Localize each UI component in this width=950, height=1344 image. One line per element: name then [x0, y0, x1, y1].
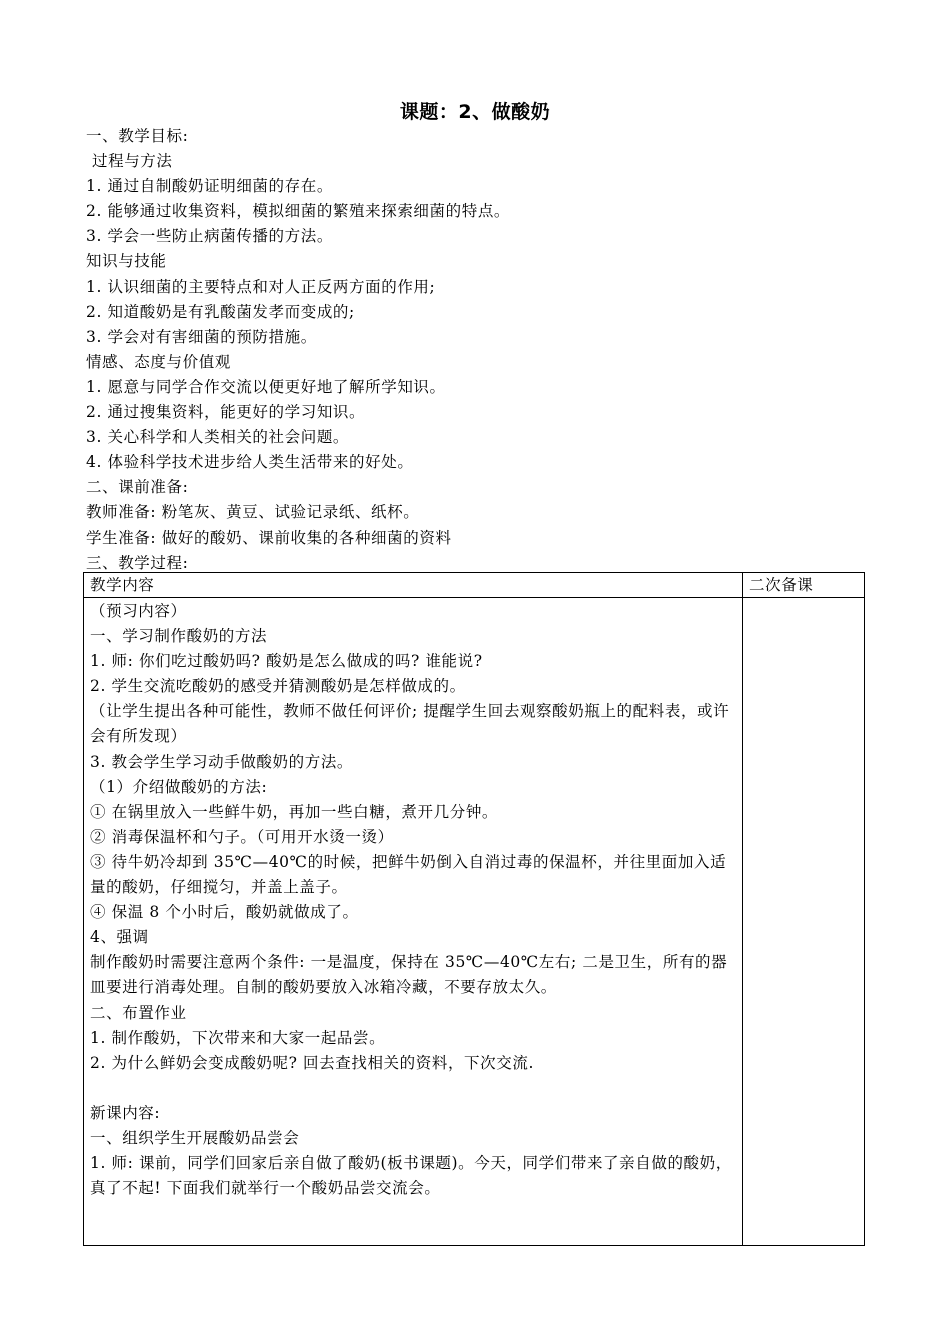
- intro-line: 3. 关心科学和人类相关的社会问题。: [86, 428, 350, 447]
- second-preparation-cell: [743, 598, 865, 1246]
- header-second-preparation: 二次备课: [743, 573, 865, 598]
- teaching-content-cell: [84, 598, 743, 1246]
- content-line: 2. 学生交流吃酸奶的感受并猜测酸奶是怎样做成的。: [90, 677, 466, 696]
- intro-line: 学生准备: 做好的酸奶、课前收集的各种细菌的资料: [86, 528, 452, 547]
- content-line: 一、学习制作酸奶的方法: [90, 627, 268, 646]
- content-line: ② 消毒保温杯和勺子。（可用开水烫一烫）: [90, 827, 394, 846]
- content-line: 1. 师: 你们吃过酸奶吗? 酸奶是怎么做成的吗? 谁能说?: [90, 652, 483, 671]
- intro-line: 2. 知道酸奶是有乳酸菌发孝而变成的;: [86, 302, 355, 321]
- content-line: 2. 为什么鲜奶会变成酸奶呢? 回去查找相关的资料，下次交流.: [90, 1053, 534, 1072]
- content-line: 1. 师: 课前，同学们回家后亲自做了酸奶(板书课题)。今天，同学们带来了亲自做的酸奶，真了不起! 下面我们就举行一个酸奶品尝交流会。: [90, 1154, 732, 1198]
- content-line: 1. 制作酸奶，下次带来和大家一起品尝。: [90, 1028, 386, 1047]
- content-line: （让学生提出各种可能性，教师不做任何评价; 提醒学生回去观察酸奶瓶上的配料表，或许会有所发现）: [90, 702, 730, 746]
- intro-line: 2. 能够通过收集资料，模拟细菌的繁殖来探索细菌的特点。: [86, 202, 511, 221]
- intro-line: 4. 体验科学技术进步给人类生活带来的好处。: [86, 453, 414, 472]
- intro-line: 1. 愿意与同学合作交流以便更好地了解所学知识。: [86, 377, 446, 396]
- content-line: 4、强调: [90, 928, 149, 947]
- content-line: 新课内容:: [90, 1103, 161, 1122]
- intro-line: 教师准备: 粉笔灰、黄豆、试验记录纸、纸杯。: [86, 503, 420, 522]
- table-body-row: [84, 598, 865, 1246]
- table-header-row: [84, 573, 865, 598]
- intro-line: 3. 学会一些防止病菌传播的方法。: [86, 227, 333, 246]
- content-line: ① 在锅里放入一些鲜牛奶，再加一些白糖，煮开几分钟。: [90, 802, 499, 821]
- intro-line: 情感、态度与价值观: [86, 352, 231, 371]
- content-line: 制作酸奶时需要注意两个条件: 一是温度，保持在 35℃—40℃左右; 二是卫生，所有的器皿要进行消毒处理。自制的酸奶要放入冰箱冷藏，不要存放太久。: [90, 953, 728, 997]
- teaching-process-table: [83, 572, 865, 1246]
- lesson-title: 课题：2、做酸奶: [399, 101, 551, 123]
- blank-line: [90, 1076, 734, 1101]
- content-line: 二、布置作业: [90, 1003, 187, 1022]
- content-line: 3. 教会学生学习动手做酸奶的方法。: [90, 752, 354, 771]
- content-line: ④ 保温 8 个小时后，酸奶就做成了。: [90, 903, 359, 922]
- header-teaching-content: 教学内容: [84, 573, 743, 598]
- teaching-content-text: [84, 598, 742, 1201]
- intro-line: 1. 认识细菌的主要特点和对人正反两方面的作用;: [86, 277, 436, 296]
- intro-line: 一、教学目标:: [86, 127, 189, 145]
- intro-line: 三、教学过程:: [86, 553, 189, 572]
- intro-line: 2. 通过搜集资料，能更好的学习知识。: [86, 403, 366, 422]
- content-line: （预习内容）: [90, 602, 187, 620]
- intro-line: 过程与方法: [92, 152, 173, 171]
- intro-line: 1. 通过自制酸奶证明细菌的存在。: [86, 177, 333, 196]
- lesson-intro-section: [86, 124, 856, 576]
- intro-line: 二、课前准备:: [86, 478, 189, 497]
- content-line: ③ 待牛奶冷却到 35℃—40℃的时候，把鲜牛奶倒入自消过毒的保温杯，并往里面加入适量的酸奶，仔细搅匀，并盖上盖子。: [90, 852, 727, 897]
- content-line: 一、组织学生开展酸奶品尝会: [90, 1128, 300, 1147]
- intro-line: 3. 学会对有害细菌的预防措施。: [86, 327, 317, 346]
- content-line: （1）介绍做酸奶的方法:: [90, 777, 268, 796]
- intro-line: 知识与技能: [86, 252, 167, 271]
